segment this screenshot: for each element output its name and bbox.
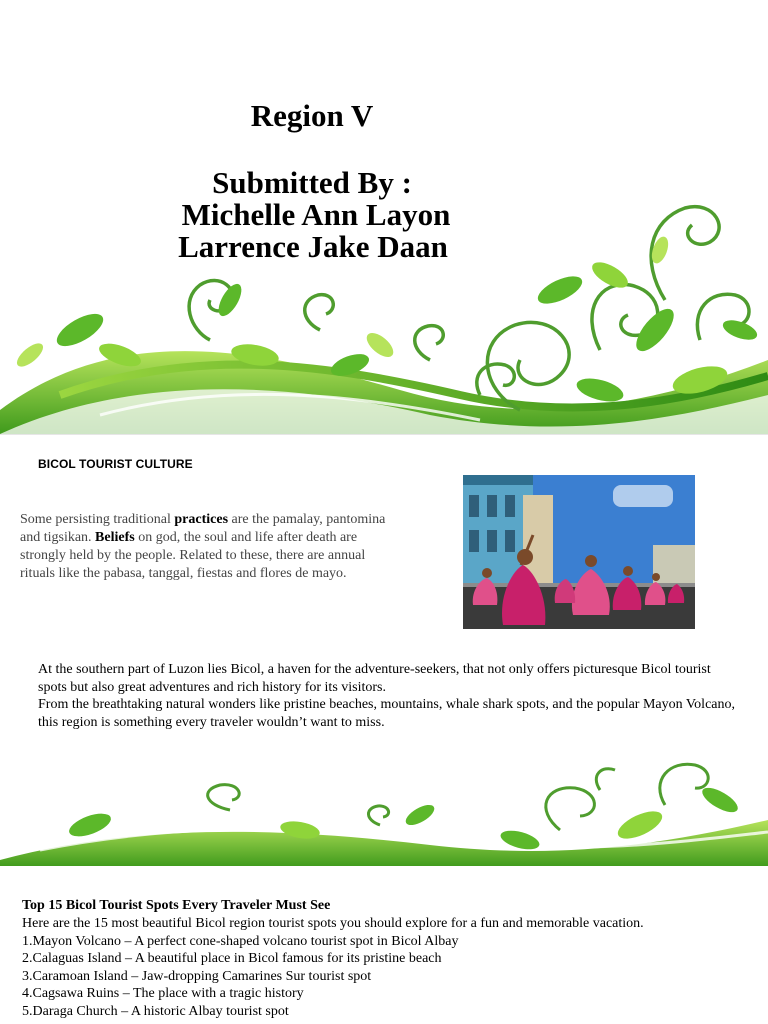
top-spots-list: [22, 915, 644, 1021]
green-leaf-swirl-decoration: [0, 750, 768, 867]
paragraph-line: At the southern part of Luzon lies Bicol, a haven for the adventure-seekers, that not only offers picturesque Bicol tourist spots but also great adventures and rich history for its visitors.: [38, 662, 711, 695]
list-item: 1.Mayon Volcano – A perfect cone-shaped volcano tourist spot in Bicol Albay: [22, 933, 459, 949]
top-spots-heading: Top 15 Bicol Tourist Spots Every Traveler Must See: [22, 898, 331, 913]
author-name: Larrence Jake Daan: [178, 229, 448, 264]
culture-slide: [0, 434, 768, 867]
green-leaf-swirl-decoration: [0, 180, 768, 434]
emphasis-practices: practices: [174, 512, 229, 527]
list-intro: Here are the 15 most beautiful Bicol region tourist spots you should explore for a fun and memorable vacation.: [22, 916, 644, 931]
author-name: Michelle Ann Layon: [181, 197, 451, 232]
emphasis-beliefs: Beliefs: [95, 530, 135, 545]
region-title: Region V: [250, 98, 374, 133]
title-slide: [0, 0, 768, 434]
submitted-by-label: Submitted By :: [212, 165, 412, 200]
list-item: 5.Daraga Church – A historic Albay tourist spot: [22, 1003, 289, 1019]
section-heading: BICOL TOURIST CULTURE: [38, 457, 193, 471]
list-item: 2.Calaguas Island – A beautiful place in Bicol famous for its pristine beach: [22, 951, 442, 967]
culture-paragraph: Some persisting traditional practices are the pamalay, pantomina and tigsikan. Beliefs on god, the soul and life after death are strongly held by the people. Related to these, there are annual rituals like the pabasa, tanggal, fiestas and flores de mayo.: [20, 512, 386, 581]
paragraph-line: From the breathtaking natural wonders like pristine beaches, mountains, whale shark spots, and the popular Mayon Volcano, this region is something every traveler wouldn’t want to miss.: [38, 697, 735, 730]
festival-dancers-photo: [463, 475, 695, 629]
list-item: 4.Cagsawa Ruins – The place with a tragic history: [22, 986, 304, 1002]
luzon-paragraph: [38, 661, 738, 731]
list-item: 3.Caramoan Island – Jaw-dropping Camarines Sur tourist spot: [22, 968, 372, 984]
top-spots-slide: [0, 866, 768, 1024]
